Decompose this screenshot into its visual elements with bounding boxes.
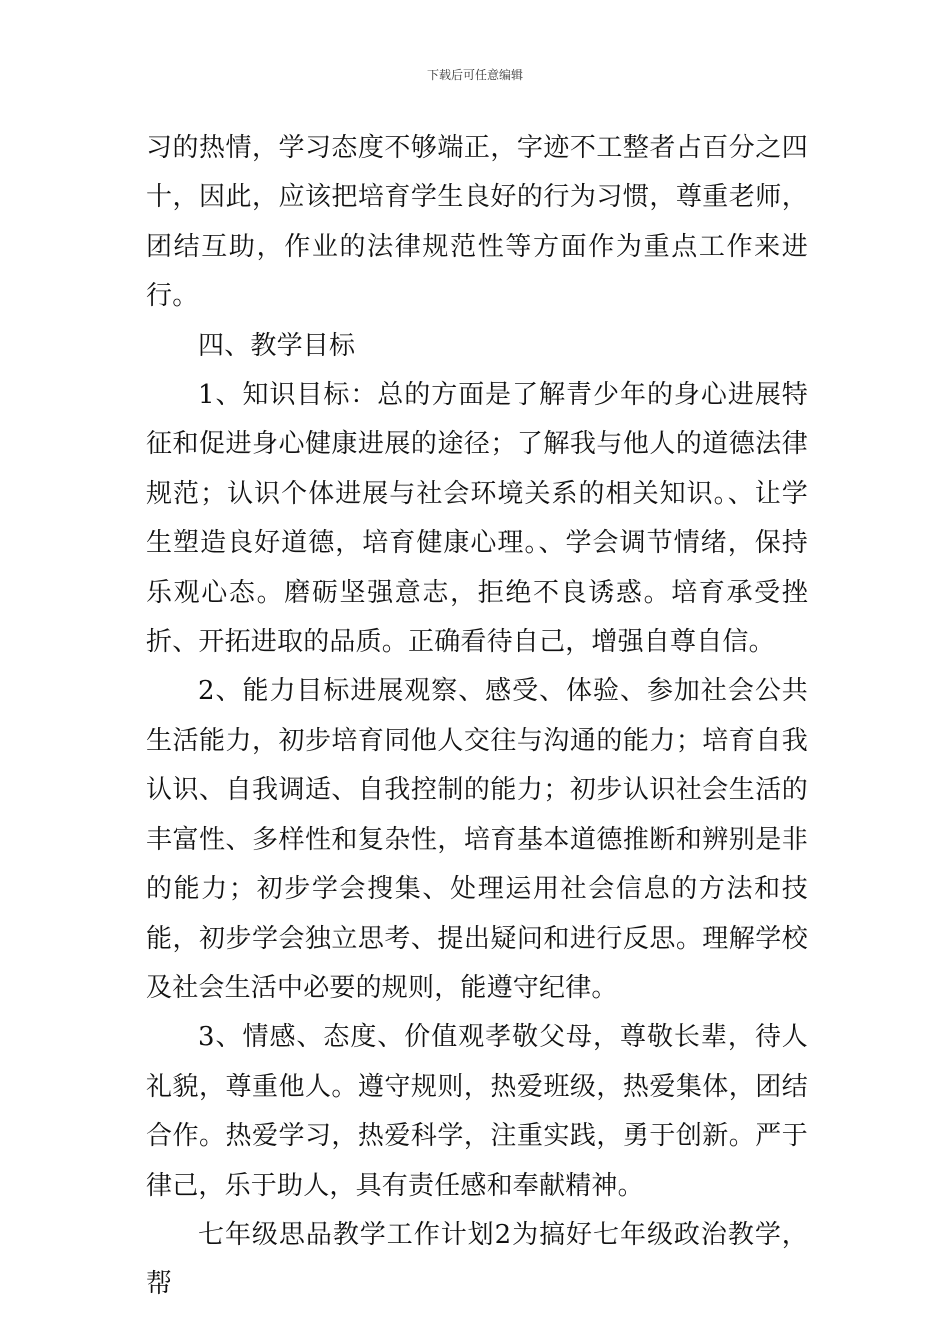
paragraph-knowledge-goals: 1、知识目标：总的方面是了解青少年的身心进展特征和促进身心健康进展的途径；了解我与他人的道德法律规范；认识个体进展与社会环境关系的相关知识。、让学生塑造良好道德，培育健康心理。、学会调节情绪，保持乐观心态。磨砺坚强意志，拒绝不良诱惑。培育承受挫折、开拓进取的品质。正确看待自己，增强自尊自信。 — [146, 380, 808, 658]
paragraph-ability-goals: 2、能力目标进展观察、感受、体验、参加社会公共生活能力，初步培育同他人交往与沟通的能力；培育自我认识、自我调适、自我控制的能力；初步认识社会生活的丰富性、多样性和复杂性，培育基本道德推断和辨别是非的能力；初步学会搜集、处理运用社会信息的方法和技能，初步学会独立思考、提出疑问和进行反思。理解学校及社会生活中必要的规则，能遵守纪律。 — [146, 676, 808, 1003]
paragraph-continued: 习的热情，学习态度不够端正，字迹不工整者占百分之四十，因此，应该把培育学生良好的行为习惯，尊重老师，团结互助，作业的法律规范性等方面作为重点工作来进行。 — [146, 133, 808, 312]
paragraph-plan-2-start: 七年级思品教学工作计划2为搞好七年级政治教学，帮 — [146, 1219, 808, 1300]
download-note: 下载后可任意编辑 — [426, 68, 523, 82]
paragraph-attitude-goals: 3、情感、态度、价值观孝敬父母，尊敬长辈，待人礼貌，尊重他人。遵守规则，热爱班级，热爱集体，团结合作。热爱学习，热爱科学，注重实践，勇于创新。严于律己，乐于助人，具有责任感和奉献精神。 — [146, 1022, 808, 1201]
section-heading-teaching-goals: 四、教学目标 — [198, 330, 356, 361]
document-body — [146, 124, 808, 1310]
